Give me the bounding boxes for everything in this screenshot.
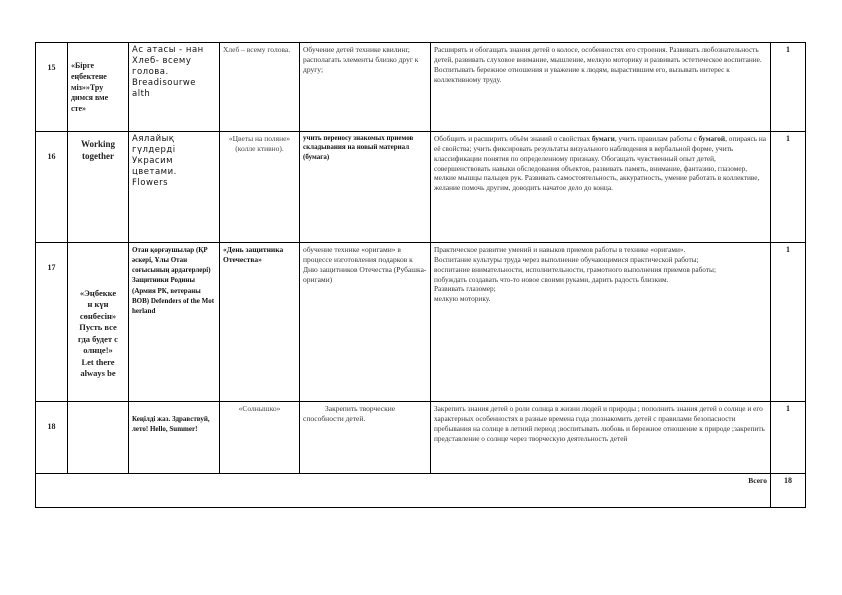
goal-cell: обучение технике «оригами» в процессе изготовления подарков к Дню защитников Отечества (Рубашка-оригами) xyxy=(300,243,431,402)
goal-cell: Закрепить творческие способности детей. xyxy=(300,402,431,474)
hours-cell: 1 xyxy=(771,243,806,402)
row-number: 17 xyxy=(36,243,68,402)
theme-cell: Working together xyxy=(68,132,129,243)
hours-cell: 1 xyxy=(771,402,806,474)
row-number: 18 xyxy=(36,402,68,474)
topic-cell: «День защитника Отечества» xyxy=(220,243,300,402)
table-row xyxy=(36,243,806,402)
kaz-topic-cell: Отан қорғаушылар (ҚР әскері, Ұлы Отан соғысының ардагерлері) Защитники Родины (Армия РК, ветераны ВОВ) Defenders of the Mot herland xyxy=(129,243,220,402)
table-row xyxy=(36,132,806,243)
topic-cell: «Солнышко» xyxy=(220,402,300,474)
hours-cell: 1 xyxy=(771,132,806,243)
curriculum-table xyxy=(35,42,806,508)
total-label: Всего xyxy=(36,474,771,508)
description-cell: Расширять и обогащать знания детей о колосе, особенностях его строения. Развивать любознательность детей, развивать слуховое внимание, мышление, мелкую моторику и развивать эстетическое воспитание. Воспитывать бережное отношения и уважение к людям, вырастившим его, вызывать интерес к коллективному труду. xyxy=(431,43,771,132)
description-cell: Закрепить знания детей о роли солнца в жизни людей и природы ; пополнить знания детей о солнце и его характерных особенностях в разные времена года ;познакомить детей с правилами безопасности пребывания на солнце в летний период ;воспитывать любовь и бережное отношение к природе ;закрепить представление о солнце через творческую деятельность детей xyxy=(431,402,771,474)
goal-cell: учить переносу знакомых приемов складывания на новый материал (бумага) xyxy=(300,132,431,243)
theme-cell xyxy=(68,402,129,474)
description-cell: Практическое развитие умений и навыков приемов работы в технике «оригами». Воспитание культуры труда через выполнение обучающимися практической работы; воспитание внимательности, исполнительности, грамотного выполнения приемов работы; побуждать создавать что-то новое своими руками, дарить радость близким. Развивать глазомер; мелкую моторику. xyxy=(431,243,771,402)
total-value: 18 xyxy=(771,474,806,508)
hours-cell: 1 xyxy=(771,43,806,132)
topic-cell: Хлеб – всему голова. xyxy=(220,43,300,132)
row-number: 16 xyxy=(36,132,68,243)
description-cell: Обобщить и расширить объём знаний о свойствах бумаги, учить правилам работы с бумагой, опираясь на её свойства; учить фиксировать результаты визуального наблюдения в вербальной форме, учить классификации понятия по определенному признаку. Обогащать чувственный опыт детей, совершенствовать навыки обследования объектов, развивать память, внимание, фантазию, глазомер, мелкие мышцы пальцев рук. Развивать самостоятельность, аккуратность, умение работать в коллективе, желание помочь другим, доводить начатое дело до конца. xyxy=(431,132,771,243)
theme-cell: «Эңбекке н күн сөнбесін» Пусть все гда будет с олнце!» Let there always be xyxy=(68,243,129,402)
topic-cell: «Цветы на поляне» (колле ктивно). xyxy=(220,132,300,243)
kaz-topic-cell: Кеңілді жаз. Здравствуй, лето! Hello, Summer! xyxy=(129,402,220,474)
kaz-topic-cell: Ас атасы - нан Хлеб- всему голова. Breadisourwe alth xyxy=(129,43,220,132)
goal-cell: Обучение детей технике квилинг, располагать элементы близко друг к другу; xyxy=(300,43,431,132)
table-row xyxy=(36,43,806,132)
kaz-topic-cell: Аялайық гүлдерді Украсим цветами. Flowers xyxy=(129,132,220,243)
table-row xyxy=(36,402,806,474)
row-number: 15 xyxy=(36,43,68,132)
total-row xyxy=(36,474,806,508)
theme-cell: «Бірге еңбектене міз»»Тру димся вме сте» xyxy=(68,43,129,132)
